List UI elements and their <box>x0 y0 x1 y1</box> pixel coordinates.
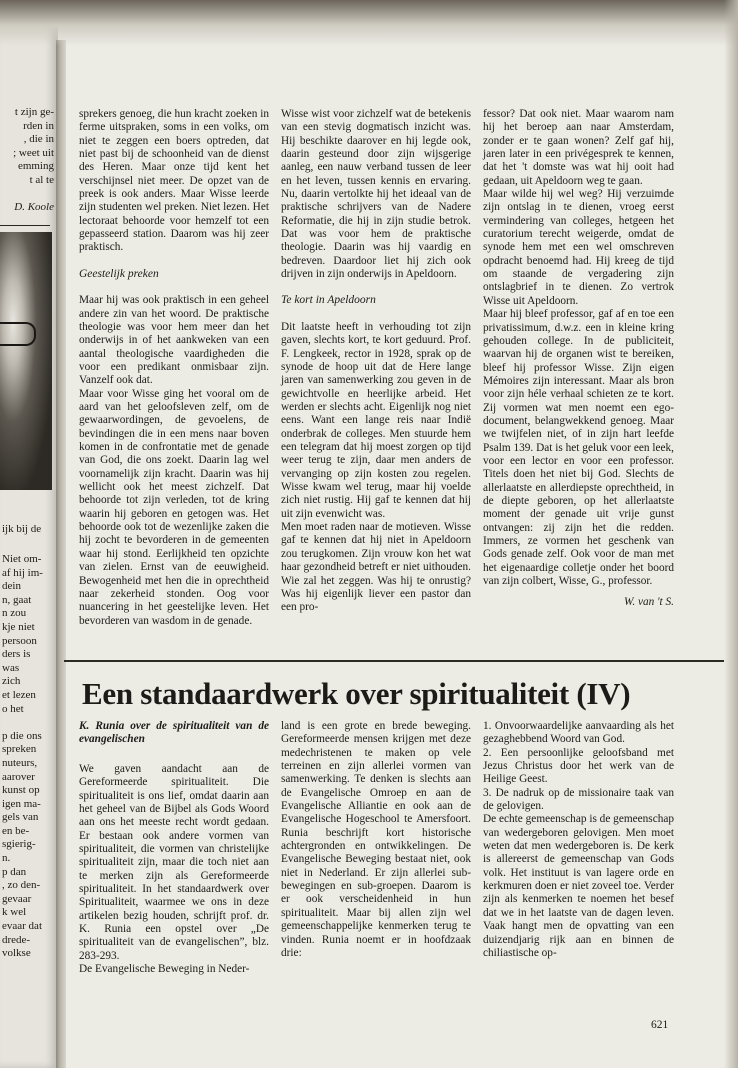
article-column-2 <box>281 720 471 960</box>
previous-page-edge <box>0 0 58 1068</box>
paragraph: fessor? Dat ook niet. Maar waarom nam hij het beroep aan naar Amsterdam, zonder er te gaan wonen? Zelf gaf hij, jaren later in een privégesprek te kennen, dat het 't domste was wat hij ooit had gedaan, uit Apeldoorn weg te gaan. <box>483 108 674 187</box>
previous-page-text-top: t zijn ge- rden in , die in ; weet uit emming t al te <box>13 106 54 186</box>
glasses-shape <box>0 322 36 346</box>
paragraph: sprekers genoeg, die hun kracht zoeken in ferme uitspraken, soms in een volks, om niet te zeggen een boers optreden, dat niet past bij de schoonheid van de dienst des Heren. Maar onze tijd kent het verschijnsel niet meer. De opzet van de preek is ook anders. Maar Wisse leerde zijn studenten wel preken. Niet lezen. Het lectoraat behoorde voor hemzelf tot een gepasseerd station. Daarom was hij zeer praktisch. <box>79 108 269 254</box>
portrait-photo <box>0 232 52 490</box>
paragraph: De Evangelische Beweging in Neder- <box>79 962 250 975</box>
upper-column-1 <box>79 108 269 628</box>
paragraph: Maar hij bleef professor, gaf af en toe een privatissimum, d.w.z. een in kleine kring gehouden college. In de publiciteit, waarvan hij de organen wist te bereiken, bleef hij professor Wisse. Zijn eigen Mémoires zijn interessant. Maar als bron voor zijn héle verhaal schieten ze te kort. Zij vormen wat men noemt een ego-document, belangwekkend genoeg. Maar we twijfelen niet, of in zijn hart leefde Psalm 139. Dat is het geluk voor een leek, voor een lector en voor een professor. Titels doen het niet bij God. Slechts de allerlaatste en allerdiepste oprechtheid, in de diepte geboren, op het allerlaatste moment der genade uit vrije gunst ontvangen: zij zijn het die redden. Immers, ze vormen het geschenk van Gods genade zelf. Ook voor de man met het eigenaardige colletje onder het boord van zijn colbert, Wisse, G., professor. <box>483 308 674 588</box>
paragraph: De echte gemeenschap is de gemeenschap van wedergeboren gelovigen. Men moet weten dat men wedergeboren is. De kerk is allereerst de gemeenschap van Gods volk. Het instituut is van lagere orde en kerkmuren doen er niet zoveel toe. Verder zijn als kenmerken te noemen het besef dat we in het laatste van de dagen leven. Vaak hangt men de opvatting van een duizendjarig rijk aan en binnen de chiliastische op- <box>483 813 675 959</box>
top-shadow <box>0 0 738 46</box>
page-binding <box>56 40 66 1068</box>
paragraph: Maar hij was ook praktisch in een geheel andere zin van het woord. De praktische theologie was voor hem meer dan het onderwijs in of het aankweken van een aantal theologische vaardigheden die voor een predikant onmisbaar zijn. Vanzelf ook dat. <box>79 294 269 387</box>
paragraph: Dit laatste heeft in verhouding tot zijn gaven, slechts kort, te kort geduurd. Prof. F. Lengkeek, rector in 1928, sprak op de synode de hoop uit dat de Here lange jaren van samenwerking zou geven in de gewichtvolle en heerlijke arbeid. Het werden er slechts acht. Eigenlijk nog niet eens. Want een lange reis naar Indië onderbrak de colleges. Men stuurde hem een telegram dat hij moest zorgen op tijd weer terug te zijn, daar men anders de vervanging op zijn kosten zou regelen. Wisse kwam wel terug, maar hij voelde zich niet rustig. Hij gaf te kennen dat hij uit zijn evenwicht was. <box>281 320 471 520</box>
article-column-1 <box>79 720 269 976</box>
list-item: 3. De nadruk op de missionaire taak van de gelovigen. <box>483 786 674 813</box>
page-right-edge <box>724 0 738 1068</box>
section-heading: Geestelijk preken <box>79 267 159 280</box>
article-column-3 <box>483 720 674 960</box>
list-item: 2. Een persoonlijke geloofsband met Jezus Christus door het werk van de Heilige Geest. <box>483 746 674 786</box>
previous-page-rule <box>0 225 50 226</box>
author-signature: W. van 't S. <box>623 596 674 609</box>
previous-page-caption: ijk bij de <box>2 523 42 535</box>
section-heading: Te kort in Apeldoorn <box>281 294 376 307</box>
article-byline: K. Runia over de spiritualiteit van de evangelischen <box>79 720 269 746</box>
paragraph: land is een grote en brede beweging. Gereformeerde mensen krijgen met deze medechristenen te maken op vele terreinen en zijn allerlei vormen van samenwerking. Te denken is slechts aan de Evangelische Omroep en aan de Evangelische Alliantie en ook aan de Evangelische Hogeschool te Amersfoort. Runia beschrijft kort historische achtergronden en ontwikkelingen. De Evangelische Beweging bestaat niet, ook niet in Nederland. Er zijn allerlei sub-bewegingen en sub-groepen. Daarom is er ook verscheidenheid in hun spiritualiteit. Maar bij allen zijn wel gemeenschappelijke kenmerken terug te vinden. Runia noemt er in hoofdzaak drie: <box>281 720 471 959</box>
paragraph: Maar voor Wisse ging het vooral om de aard van het geloofsleven zelf, om de gewaarwordingen, de gevoelens, de bevindingen die in een mens naar boven komen in de confrontatie met de genade van God, die ons zoekt. Daarin lag wel voornamelijk zijn kracht. Daarin was hij wellicht ook het meest zichzelf. Dat behoorde tot zijn verleden, tot de kring waarin hij geboren en getogen was. Het behoorde ook tot de wezenlijke zaken die hij zocht te bevorderen in de gemeenten waar hij stond. Eerlijkheid ten opzichte van zielen. Ernst van de eeuwigheid. Bewogenheid met hen die in oprechtheid naar zekerheid stonden. Oog voor nuancering in het geestelijke leven. Het bevorderen van wasdom in de genade. <box>79 387 269 627</box>
upper-column-2 <box>281 108 471 615</box>
upper-column-3 <box>483 108 674 610</box>
paragraph: Wisse wist voor zichzelf wat de betekenis van een stevig dogmatisch inzicht was. Hij beschikte daarover en hij legde ook, daarin gesteund door zijn wijsgerige aanleg, een nauw verband tussen de leer en het leven, tussen kennis en ervaring. Nu, daarin vertolkte hij het ideaal van de praktische schrijvers van de Nadere Reformatie, die hij in zijn studie betrok. Dat was voor hem de praktische theologie. Daarin was hij vaardig en bedreven. Daardoor liet hij zich ook drijven in zijn onderwijs in Apeldoorn. <box>281 108 471 281</box>
paragraph: Men moet raden naar de motieven. Wisse gaf te kennen dat hij niet in Apeldoorn zou terugkomen. Zijn vrouw kon het wat haar gezondheid betreft er niet uithouden. Wie zal het zeggen. Was hij te onrustig? Was hij eigenlijk liever een pastor dan een pro- <box>281 521 471 614</box>
section-divider <box>64 660 724 662</box>
page-number: 621 <box>651 1019 669 1031</box>
previous-page-text-bottom: Niet om- af hij im- dein n, gaat n zou kje niet persoon ders is was zich et lezen o het p die ons spreken nuteurs, aarover kunst op igen ma- gels van en be- sgierig- n. p dan , zo den- gevaar k wel evaar dat drede- volkse <box>2 553 43 960</box>
list-item: 1. Onvoorwaardelijke aanvaarding als het gezaghebbend Woord van God. <box>483 720 674 746</box>
article-headline: Een standaardwerk over spiritualiteit (IV) <box>82 676 631 711</box>
paragraph: Maar wilde hij wel weg? Hij verzuimde zijn ontslag in te dienen, vroeg eerst vermindering van colleges, hetgeen het curatorium terecht weigerde, omdat de synode hem met een wel omschreven opdracht benoemd had. Hij kreeg de tijd om staande de vergadering zijn ontslagbrief in te dienen. Zo vertrok Wisse uit Apeldoorn. <box>483 188 674 307</box>
paragraph: We gaven aandacht aan de Gereformeerde spiritualiteit. Die spiritualiteit is ons lief, omdat daarin aan het geheel van de Bijbel als Gods Woord aan ons het meeste recht wordt gedaan. Er bestaan ook andere vormen van spiritualiteit, die vormen van christelijke spiritualiteit zijn, maar die toch niet aan te merken zijn als Gereformeerde spiritualiteit. In het standaardwerk over Spiritualiteit, waarmee we ons in deze artikelen bezig houden, schrijft prof. dr. K. Runia een opstel over „De spiritualiteit van de evangelischen”, blz. 283-293. <box>79 762 269 962</box>
previous-page-signature: D. Koole <box>14 201 54 213</box>
